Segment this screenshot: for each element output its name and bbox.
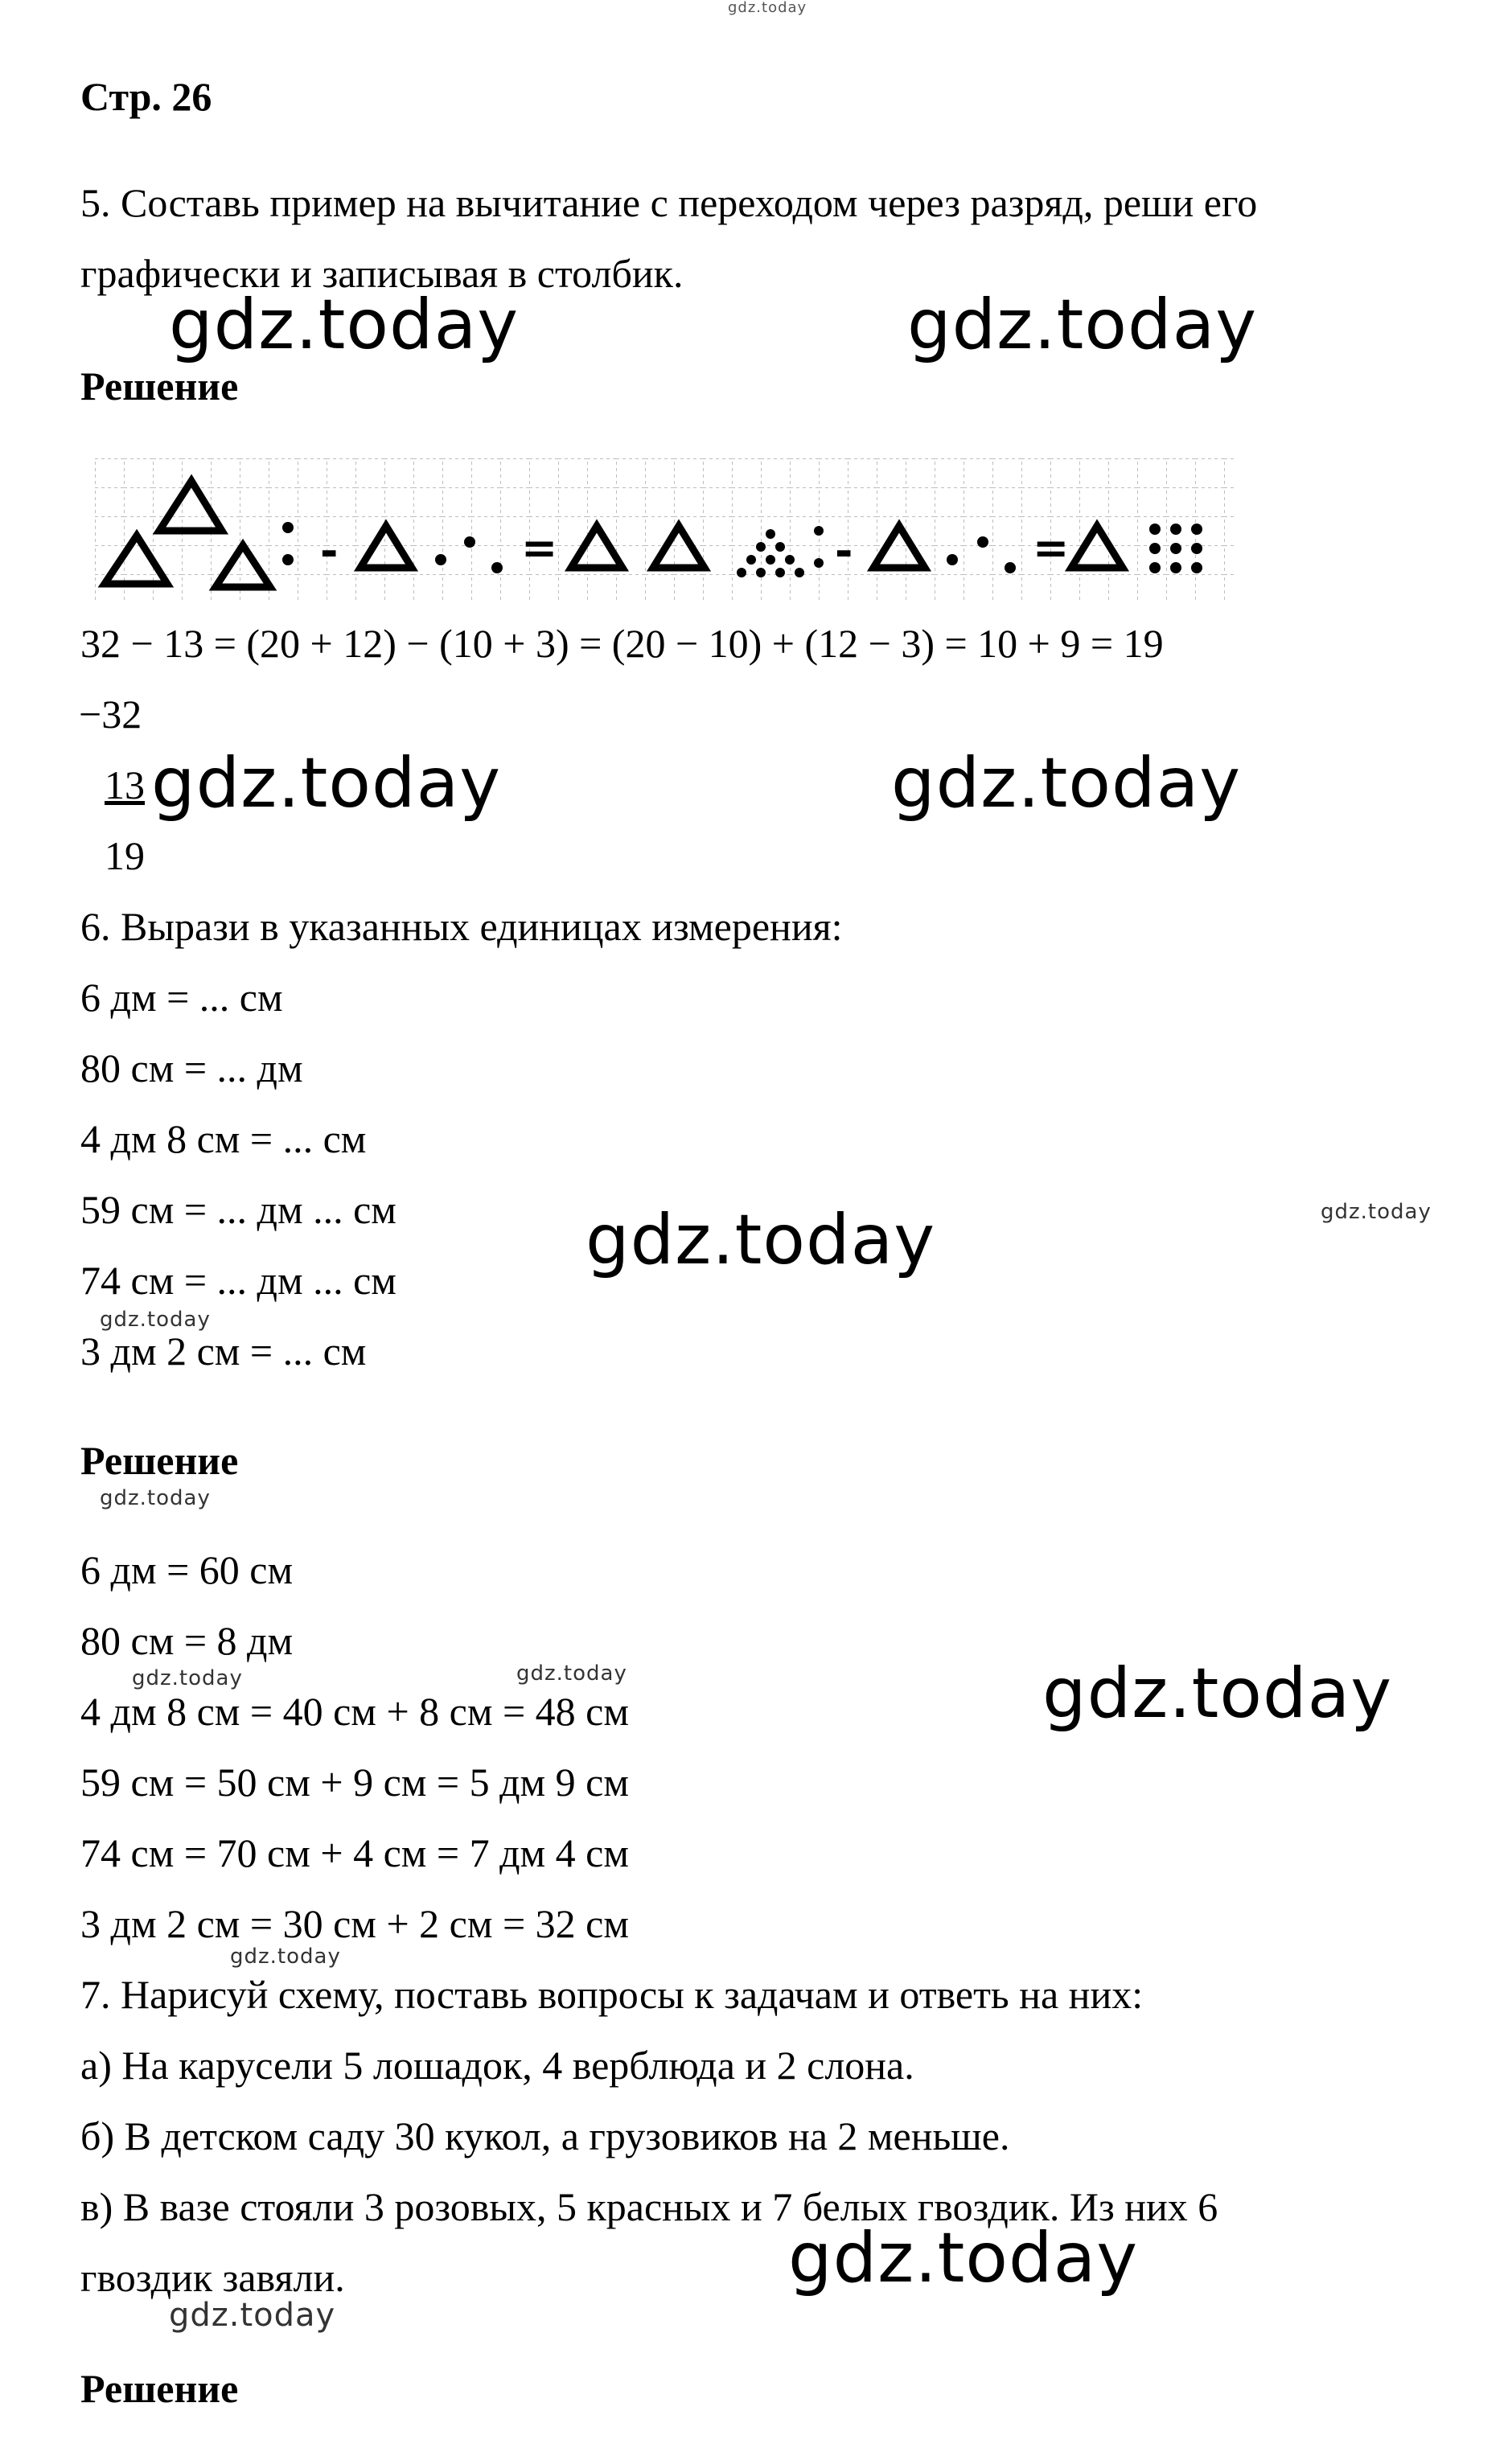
task6-item: 59 см = ... дм ... см <box>80 1187 396 1232</box>
watermark: gdz.today <box>1042 1653 1393 1734</box>
watermark: gdz.today <box>907 285 1258 365</box>
unit-dot <box>1191 543 1202 554</box>
unit-dot <box>1149 543 1161 554</box>
task7-item-b: б) В детском саду 30 кукол, а грузовиков на 2 меньше. <box>80 2113 1010 2158</box>
watermark: gdz.today <box>516 1661 627 1686</box>
task7-solution-label: Решение <box>80 2366 239 2411</box>
task5-equation: 32 − 13 = (20 + 12) − (10 + 3) = (20 − 10) + (12 − 3) = 10 + 9 = 19 <box>80 621 1164 666</box>
unit-dot <box>464 536 475 548</box>
unit-dot <box>491 562 503 573</box>
task6-answer: 3 дм 2 см = 30 см + 2 см = 32 см <box>80 1901 630 1946</box>
task6-answer: 74 см = 70 см + 4 см = 7 дм 4 см <box>80 1830 630 1875</box>
task7-title: 7. Нарисуй схему, поставь вопросы к задачам и ответь на них: <box>80 1972 1144 2017</box>
unit-dot <box>766 529 775 539</box>
task6-item: 6 дм = ... см <box>80 975 283 1020</box>
subtraction-diagram <box>95 458 1237 603</box>
task6-item: 4 дм 8 см = ... см <box>80 1116 367 1161</box>
watermark-top: gdz.today <box>728 0 807 16</box>
column-subtrahend: 13 <box>105 762 145 807</box>
unit-dot <box>814 558 824 568</box>
unit-dot <box>282 522 294 533</box>
watermark: gdz.today <box>100 1308 211 1332</box>
task7-item-c-line1: в) В вазе стояли 3 розовых, 5 красных и 7 белых гвоздик. Из них 6 <box>80 2184 1218 2229</box>
task5-text-line1: 5. Составь пример на вычитание с переходом через разряд, реши его <box>80 180 1258 225</box>
task6-item: 80 см = ... дм <box>80 1045 303 1090</box>
unit-dot <box>737 568 746 577</box>
unit-dot <box>1149 524 1161 535</box>
task5-solution-label: Решение <box>80 363 239 409</box>
unit-dot <box>775 568 785 577</box>
column-minuend: −32 <box>79 692 142 737</box>
watermark: gdz.today <box>100 1486 211 1510</box>
page-title: Стр. 26 <box>80 74 212 119</box>
watermark: gdz.today <box>230 1945 341 1969</box>
watermark: gdz.today <box>169 285 520 365</box>
task6-answer: 80 см = 8 дм <box>80 1618 294 1663</box>
unit-dot <box>775 542 785 552</box>
unit-dot <box>1170 562 1181 573</box>
task6-item: 3 дм 2 см = ... см <box>80 1329 367 1374</box>
watermark: gdz.today <box>788 2218 1139 2298</box>
task5-text-line2: графически и записывая в столбик. <box>80 251 684 296</box>
equals-sign: = <box>1033 523 1070 573</box>
minus-sign: - <box>835 526 853 577</box>
unit-dot <box>756 542 766 552</box>
unit-dot <box>746 555 756 565</box>
watermark: gdz.today <box>132 1666 243 1690</box>
minus-sign: - <box>320 526 339 577</box>
unit-dot <box>766 555 775 565</box>
unit-dot <box>282 554 294 565</box>
task6-solution-label: Решение <box>80 1438 239 1483</box>
watermark: gdz.today <box>891 743 1242 823</box>
unit-dot <box>1149 562 1161 573</box>
unit-dot <box>1191 562 1202 573</box>
task6-answer: 59 см = 50 см + 9 см = 5 дм 9 см <box>80 1760 630 1805</box>
unit-dot <box>756 568 766 577</box>
unit-dot <box>785 555 795 565</box>
task6-item: 74 см = ... дм ... см <box>80 1258 396 1303</box>
unit-dot <box>1170 543 1181 554</box>
watermark: gdz.today <box>1321 1200 1432 1224</box>
column-result: 19 <box>105 833 145 878</box>
watermark: gdz.today <box>169 2297 336 2334</box>
equals-sign: = <box>521 523 558 573</box>
unit-dot <box>795 568 804 577</box>
unit-dot <box>1170 524 1181 535</box>
unit-dot <box>435 554 446 565</box>
watermark: gdz.today <box>585 1200 936 1280</box>
unit-dot <box>1191 524 1202 535</box>
unit-dot <box>1005 562 1016 573</box>
unit-dot <box>947 554 958 565</box>
task7-item-a: а) На карусели 5 лошадок, 4 верблюда и 2 слона. <box>80 2043 914 2088</box>
task6-answer: 4 дм 8 см = 40 см + 8 см = 48 см <box>80 1689 630 1734</box>
task6-title: 6. Вырази в указанных единицах измерения: <box>80 904 843 949</box>
task6-answer: 6 дм = 60 см <box>80 1547 294 1592</box>
watermark: gdz.today <box>151 743 502 823</box>
unit-dot <box>814 526 824 536</box>
task7-item-c-line2: гвоздик завяли. <box>80 2255 345 2300</box>
unit-dot <box>977 536 988 548</box>
